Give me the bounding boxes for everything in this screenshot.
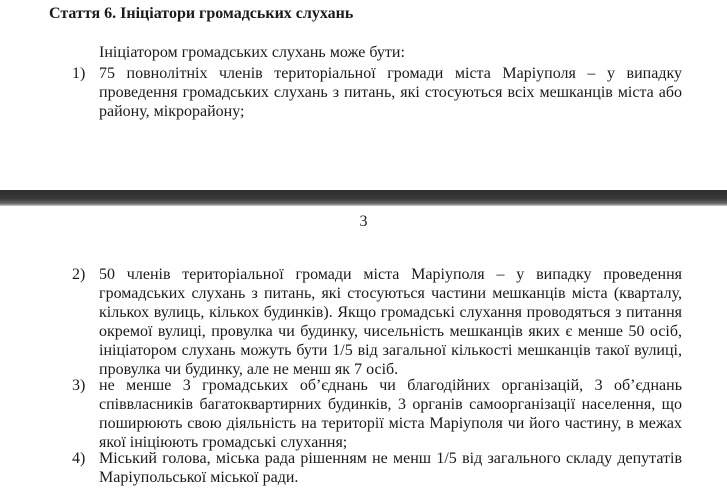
article-title: Стаття 6. Ініціатори громадських слухань xyxy=(49,5,354,22)
list-item-number: 2) xyxy=(72,266,86,283)
list-item-number: 3) xyxy=(72,377,86,394)
list-item-text: 50 членів територіальної громади міста Маріуполя – у випадку проведення громадських слухань з питань, які стосуються частини мешканців міста (кварталу, кількох вулиць, кількох будинків). Якщо громадські слухання проводяться з питання окремої вулиці, провулка чи будинку, чисельність мешканців яких є менше 50 осіб, ініціатором слухань можуть бути 1/5 від загальної кількості мешканців такої вулиці, провулка чи будинку, але не менш як 7 осіб. xyxy=(99,266,682,378)
list-item xyxy=(72,449,682,487)
list-item-text: Міський голова, міська рада рішенням не менш 1/5 від загального складу депутатів Маріупольської міської ради. xyxy=(99,450,682,486)
list-item-text: не менше 3 громадських об’єднань чи благодійних організацій, 3 об’єднань співвласників багатоквартирних будинків, 3 органів самоорганізації населення, що поширюють свою діяльність на території міста Маріуполя чи його частину, в межах якої ініціюють громадські слухання; xyxy=(99,377,682,451)
list-item xyxy=(72,64,682,121)
list-item xyxy=(72,376,682,452)
list-item-number: 4) xyxy=(72,450,86,467)
page-number: 3 xyxy=(359,213,368,230)
intro-text: Ініціатором громадських слухань може бути: xyxy=(99,44,405,61)
list-item xyxy=(72,265,682,379)
list-item-text: 75 повнолітніх членів територіальної громади міста Маріуполя – у випадку проведення громадських слухань з питань, які стосуються всіх мешканців міста або району, мікрорайону; xyxy=(99,65,682,120)
list-item-number: 1) xyxy=(72,65,86,82)
page-separator xyxy=(0,190,727,206)
